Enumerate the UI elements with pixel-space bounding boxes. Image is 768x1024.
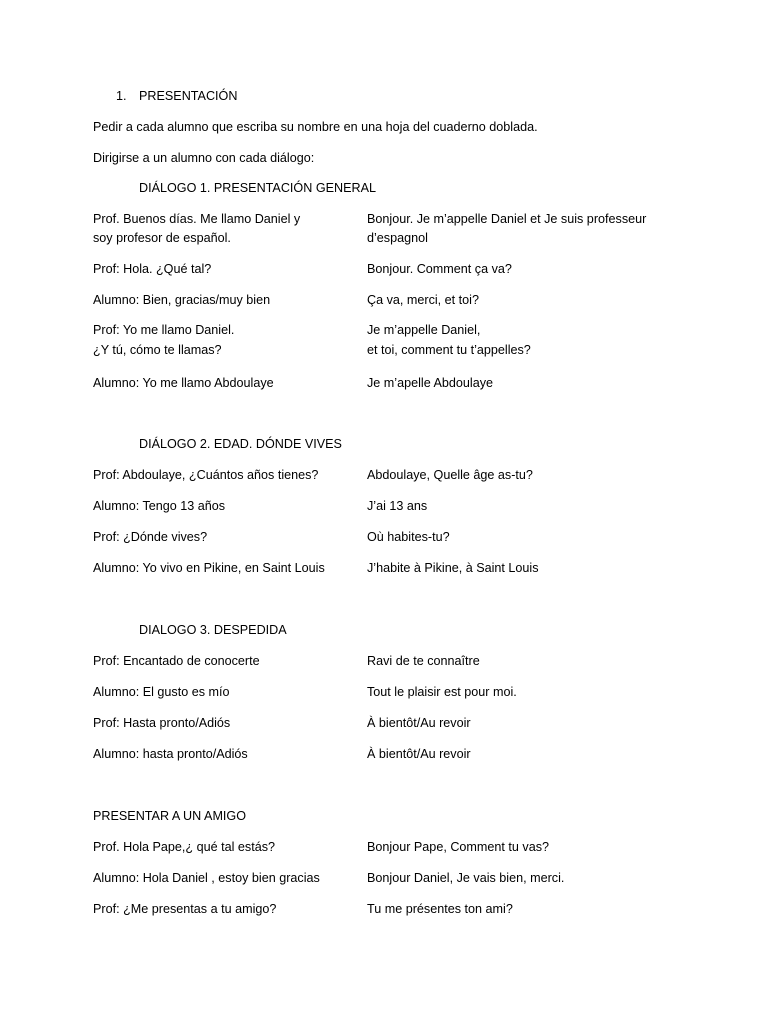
dialog-3-row-2-fr: Tout le plaisir est pour moi. <box>367 685 517 699</box>
dialog-1-row-1-fr-line-2: d’espagnol <box>367 231 428 245</box>
dialog-1-row-2-fr: Bonjour. Comment ça va? <box>367 262 512 276</box>
dialog-1-heading: DIÁLOGO 1. PRESENTACIÓN GENERAL <box>139 181 377 195</box>
section-number: 1. <box>116 89 127 103</box>
friend-row-1-fr: Bonjour Pape, Comment tu vas? <box>367 840 550 854</box>
dialog-3-row-3-es: Prof: Hasta pronto/Adiós <box>93 716 231 730</box>
dialog-3-heading: DIALOGO 3. DESPEDIDA <box>139 623 287 637</box>
dialog-2-row-3-fr: Où habites-tu? <box>367 530 450 544</box>
friend-row-3-fr: Tu me présentes ton ami? <box>367 902 513 916</box>
dialog-2-row-2-fr: J’ai 13 ans <box>367 499 428 513</box>
dialog-3-row-2-es: Alumno: El gusto es mío <box>93 685 230 699</box>
section-title: PRESENTACIÓN <box>139 89 238 103</box>
friend-row-3-es: Prof: ¿Me presentas a tu amigo? <box>93 902 277 916</box>
dialog-3-row-4-es: Alumno: hasta pronto/Adiós <box>93 747 248 761</box>
dialog-3-row-1-fr: Ravi de te connaître <box>367 654 480 668</box>
dialog-1-row-4-fr-line-1: Je m’appelle Daniel, <box>367 323 481 337</box>
dialog-1-row-1-fr-line-1: Bonjour. Je m’appelle Daniel et Je suis professeur <box>367 212 647 226</box>
dialog-1-row-3-es: Alumno: Bien, gracias/muy bien <box>93 293 271 307</box>
dialog-1-row-1-es-line-1: Prof. Buenos días. Me llamo Daniel y <box>93 212 301 226</box>
dialog-1-row-5-fr: Je m’apelle Abdoulaye <box>367 376 494 390</box>
dialog-3-row-4-fr: À bientôt/Au revoir <box>367 747 471 761</box>
dialog-1-row-5-es: Alumno: Yo me llamo Abdoulaye <box>93 376 274 390</box>
dialog-2-row-2-es: Alumno: Tengo 13 años <box>93 499 226 513</box>
dialog-2-heading: DIÁLOGO 2. EDAD. DÓNDE VIVES <box>139 437 342 451</box>
dialog-1-row-3-fr: Ça va, merci, et toi? <box>367 293 479 307</box>
dialog-3-row-3-fr: À bientôt/Au revoir <box>367 716 471 730</box>
dialog-1-row-4-es-line-2: ¿Y tú, cómo te llamas? <box>93 343 222 357</box>
intro-line-1: Pedir a cada alumno que escriba su nombre en una hoja del cuaderno doblada. <box>93 120 538 134</box>
friend-row-1-es: Prof. Hola Pape,¿ qué tal estás? <box>93 840 276 854</box>
dialog-1-row-4-fr-line-2: et toi, comment tu t’appelles? <box>367 343 531 357</box>
dialog-2-row-3-es: Prof: ¿Dónde vives? <box>93 530 208 544</box>
dialog-2-row-4-es: Alumno: Yo vivo en Pikine, en Saint Louis <box>93 561 325 575</box>
dialog-3-row-1-es: Prof: Encantado de conocerte <box>93 654 260 668</box>
friend-row-2-fr: Bonjour Daniel, Je vais bien, merci. <box>367 871 565 885</box>
dialog-1-row-1-es-line-2: soy profesor de español. <box>93 231 231 245</box>
dialog-1-row-2-es: Prof: Hola. ¿Qué tal? <box>93 262 212 276</box>
friend-heading: PRESENTAR A UN AMIGO <box>93 809 247 823</box>
friend-row-2-es: Alumno: Hola Daniel , estoy bien gracias <box>93 871 320 885</box>
intro-line-2: Dirigirse a un alumno con cada diálogo: <box>93 151 315 165</box>
dialog-2-row-1-fr: Abdoulaye, Quelle âge as-tu? <box>367 468 533 482</box>
dialog-2-row-1-es: Prof: Abdoulaye, ¿Cuántos años tienes? <box>93 468 319 482</box>
dialog-2-row-4-fr: J’habite à Pikine, à Saint Louis <box>367 561 539 575</box>
dialog-1-row-4-es-line-1: Prof: Yo me llamo Daniel. <box>93 323 235 337</box>
